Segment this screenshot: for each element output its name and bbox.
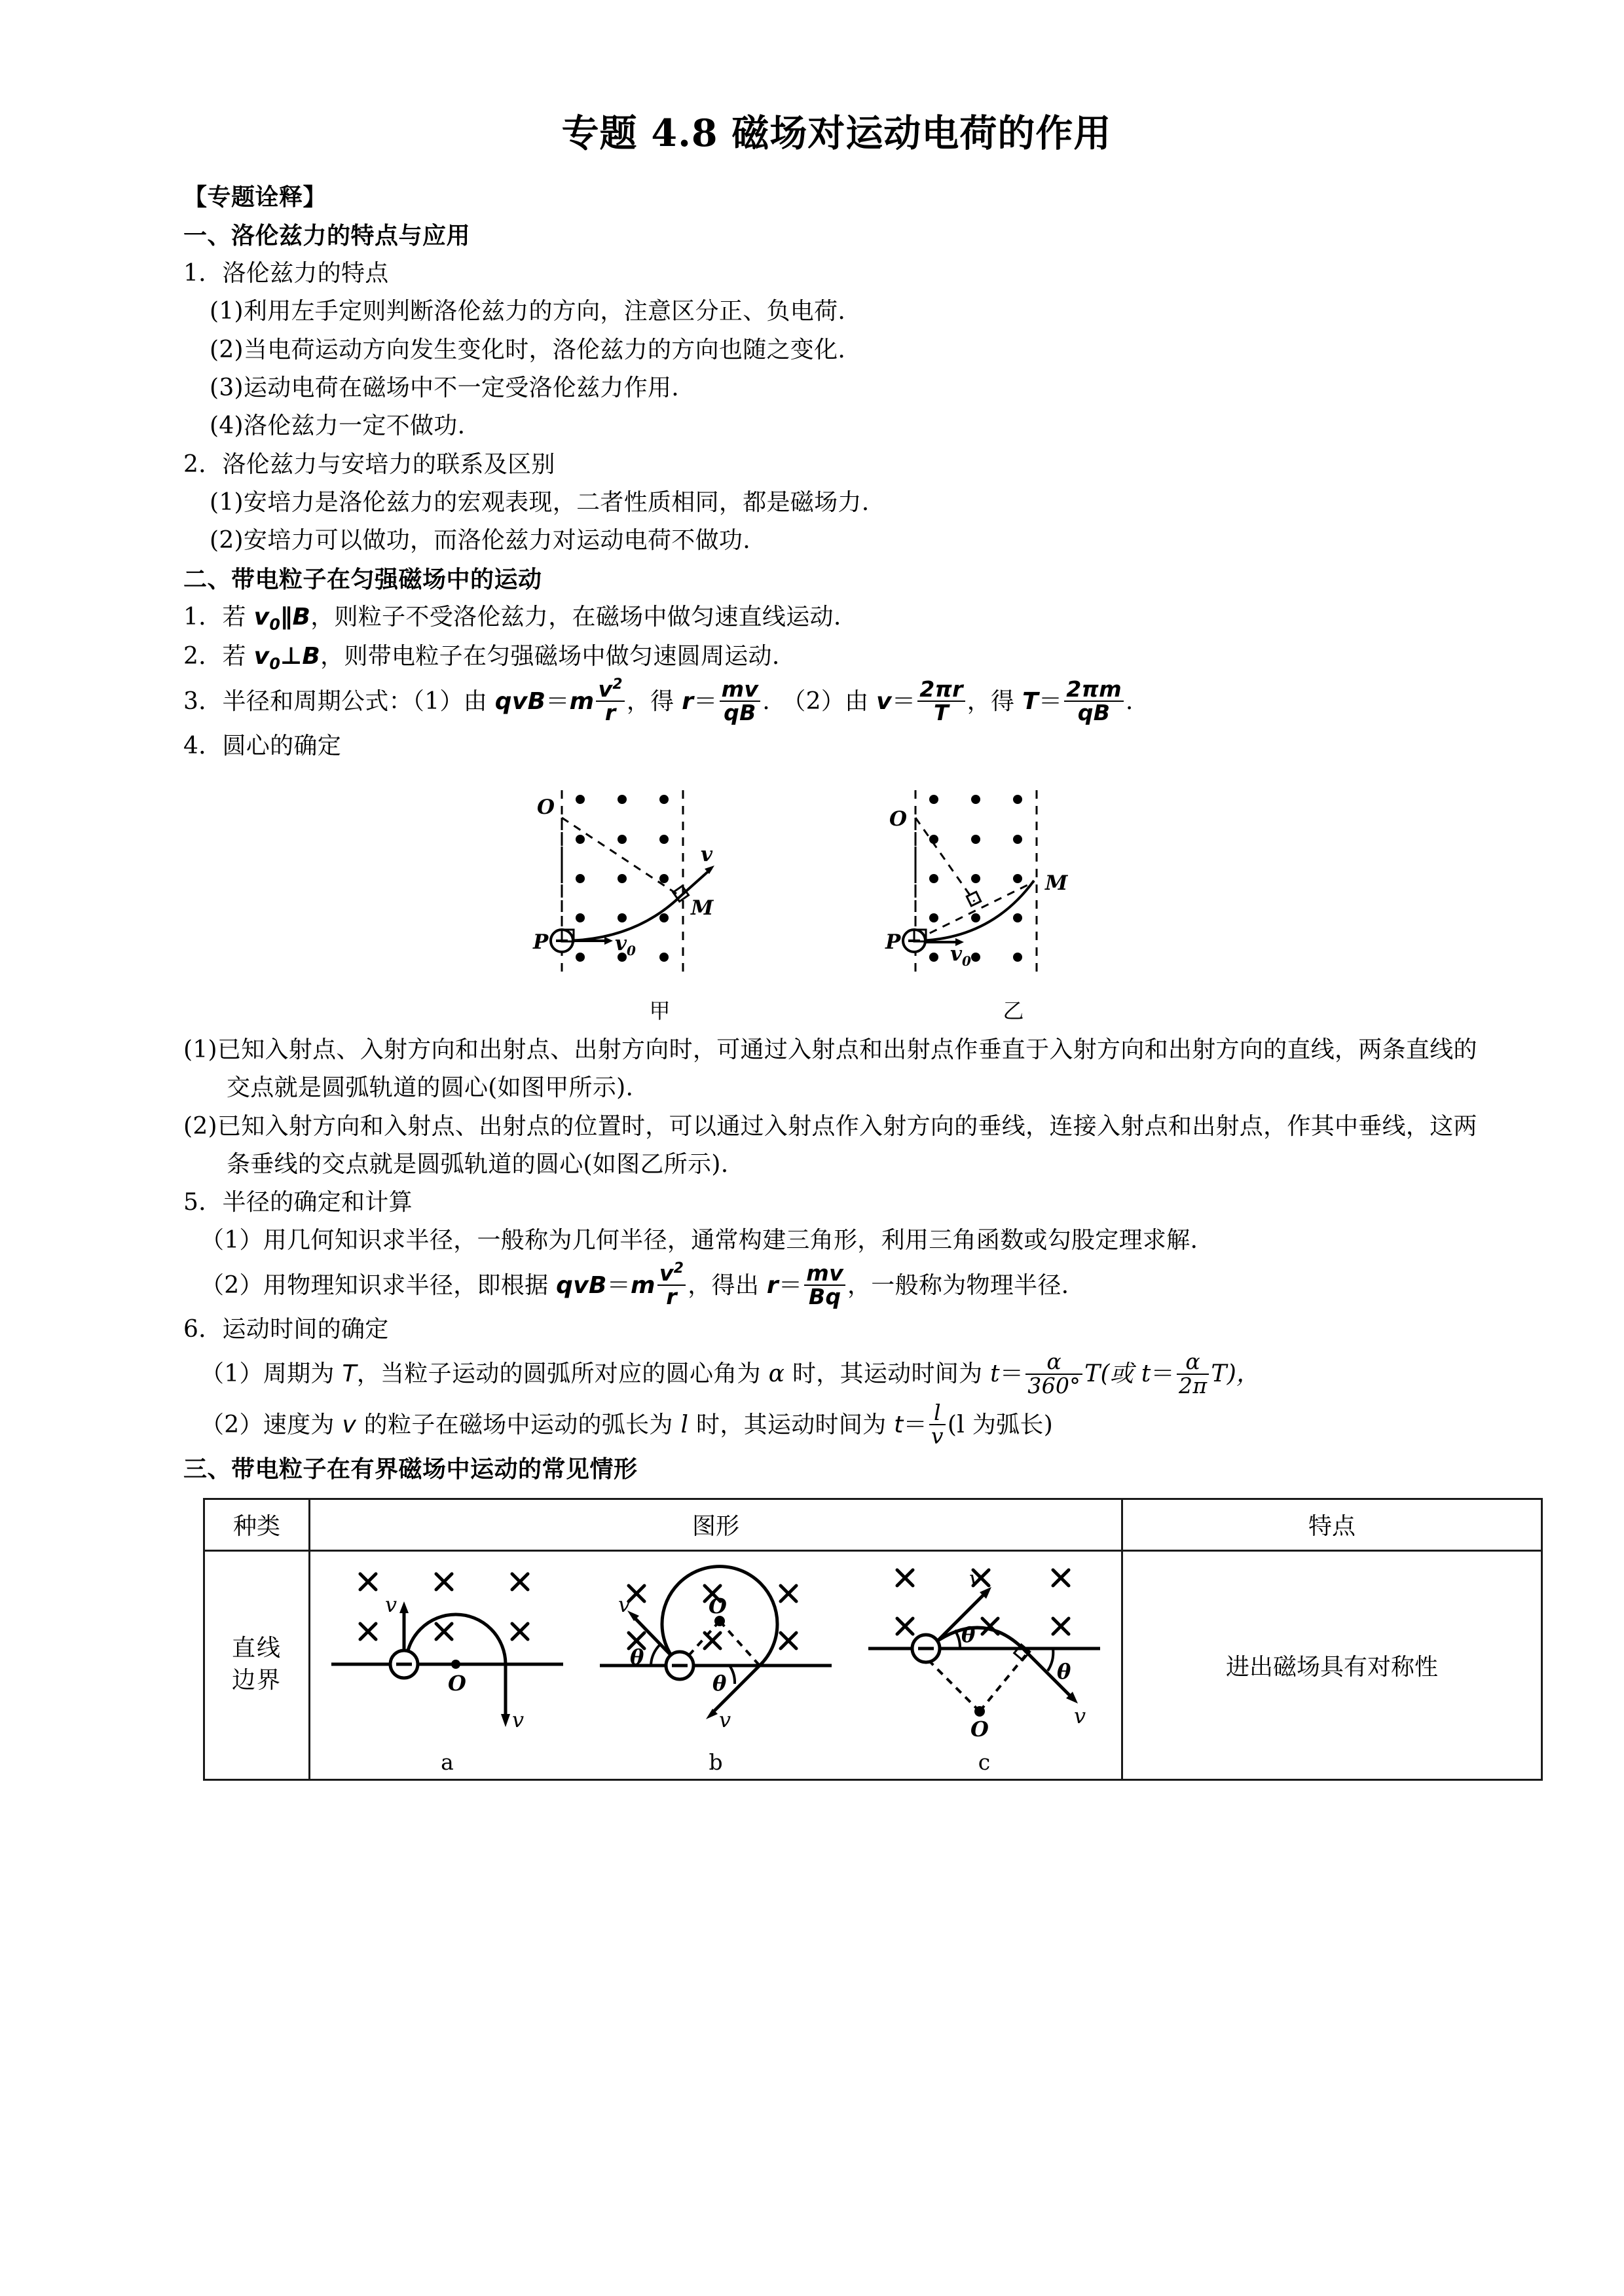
fraction-denominator: 360°: [1025, 1374, 1082, 1397]
figure-yi-caption: 乙: [1003, 998, 1024, 1023]
fraction-denominator: r: [596, 701, 624, 724]
figure-yi-svg: [876, 777, 1151, 993]
fraction-numerator: l: [933, 1399, 941, 1425]
figure-note-1: (1)已知入射点、入射方向和出射点、出射方向时，可通过入射点和出射点作垂直于入射方向和出射方向的直线，两条直线的交点就是圆弧轨道的圆心(如图甲所示).: [183, 1036, 1477, 1102]
section-2-item-6-point-2: [183, 1400, 1490, 1450]
cross-mark: [1053, 1618, 1069, 1634]
list-item: (4)洛伦兹力一定不做功.: [210, 412, 466, 440]
symbol-v0: v: [253, 642, 270, 670]
subfigure-b-label-v-in: v: [618, 1592, 631, 1617]
text: T)，: [1211, 1360, 1261, 1388]
figure-jia-svg: [523, 777, 798, 993]
figure-yi-label-O: O: [889, 807, 907, 831]
fraction-denominator: 2π: [1177, 1374, 1209, 1397]
fraction-mv-over-qB: [720, 678, 761, 725]
cross-mark: [436, 1574, 452, 1590]
table-header-figure: 图形: [310, 1499, 1122, 1550]
equals: ＝: [778, 1271, 803, 1299]
subfigure-b-label-theta-in: θ: [630, 1644, 644, 1669]
subfigure-c-label-theta-out: θ: [1057, 1658, 1071, 1684]
text: 1．若: [183, 603, 254, 630]
symbol-t: t: [990, 1360, 1000, 1388]
text: 2．若: [183, 642, 254, 670]
subfigure-a-svg: [326, 1556, 568, 1752]
page-title: 专题 4.8 磁场对运动电荷的作用: [561, 111, 1112, 155]
text: 3．半径和周期公式：（1）由: [183, 688, 495, 716]
cross-mark: [629, 1586, 644, 1601]
fraction-numerator: $v^2$: [598, 676, 623, 702]
section-3-heading: 三、带电粒子在有界磁场中运动的常见情形: [183, 1455, 638, 1484]
fraction-numerator: α: [1046, 1349, 1062, 1375]
symbol-m: m: [569, 688, 595, 716]
subfigure-b-svg: [595, 1556, 837, 1752]
fraction-denominator: T: [917, 701, 965, 724]
cross-mark: [781, 1633, 796, 1649]
fraction-numerator: $v^2$: [659, 1260, 684, 1286]
symbol-v: v: [876, 688, 892, 716]
figure-row-jia-yi: [183, 777, 1490, 1025]
subfigure-c: [863, 1556, 1105, 1775]
subfigure-c-svg: [863, 1556, 1105, 1752]
fraction-numerator: mv: [721, 676, 759, 702]
text: ，则粒子不受洛伦兹力，在磁场中做匀速直线运动.: [310, 603, 841, 630]
formula-qvB: qvB: [494, 688, 546, 716]
operator-perpendicular: ⊥: [280, 642, 303, 670]
subfigure-a-label-v-out: v: [512, 1707, 525, 1732]
table-row: [204, 1550, 1542, 1779]
section-2-item-3-formulas: [183, 676, 1490, 727]
section-2-item-5-point-2: [183, 1260, 1490, 1311]
fraction-v2-over-r: [596, 678, 624, 725]
text: ，得: [967, 688, 1023, 716]
text: .: [1125, 688, 1134, 716]
symbol-m: m: [631, 1271, 655, 1299]
text: ，一般称为物理半径.: [847, 1271, 1069, 1299]
text: （2）用物理知识求半径，即根据: [200, 1271, 557, 1299]
fraction-denominator: Bq: [804, 1285, 845, 1308]
fraction-alpha-over-360: [1025, 1351, 1082, 1397]
text: ，当粒子运动的圆弧所对应的圆心角为: [356, 1360, 769, 1388]
list-item: (2)安培力可以做功，而洛伦兹力对运动电荷不做功.: [210, 527, 750, 555]
fraction-numerator: mv: [806, 1260, 843, 1286]
section-2-heading: 二、带电粒子在匀强磁场中的运动: [183, 565, 542, 593]
fraction-denominator: qB: [1064, 701, 1124, 724]
figure-jia-label-v0: $v_0$: [614, 931, 636, 958]
subfigure-c-label-theta-in: θ: [961, 1622, 976, 1647]
symbol-v0-subscript: 0: [269, 615, 281, 634]
list-item: (2)当电荷运动方向发生变化时，洛伦兹力的方向也随之变化.: [210, 336, 846, 363]
cross-mark: [360, 1624, 376, 1639]
cross-mark: [512, 1624, 528, 1639]
text: （2）速度为: [200, 1411, 342, 1438]
equals: ＝: [1038, 688, 1063, 716]
kind-line-2: 边界: [231, 1667, 282, 1694]
fraction-denominator: v: [929, 1424, 946, 1448]
symbol-B: B: [292, 603, 311, 630]
symbol-v0: v: [253, 603, 270, 630]
table-header-row: [204, 1499, 1542, 1550]
text: ，得出: [688, 1271, 767, 1299]
fraction-mv-over-Bq: [804, 1262, 845, 1309]
figure-jia-label-P: P: [532, 930, 548, 954]
text: T(或: [1084, 1360, 1141, 1388]
figure-jia: [523, 777, 798, 1025]
subfigure-b-label: b: [709, 1749, 723, 1775]
text: （1）周期为: [200, 1360, 342, 1388]
kind-line-1: 直线: [231, 1635, 282, 1662]
subfigure-b-label-v-out: v: [719, 1707, 731, 1732]
figure-jia-label-v: v: [700, 842, 712, 866]
cross-mark: [360, 1574, 376, 1590]
section-2-item-6-point-1: [183, 1349, 1490, 1399]
text: . （2）由: [762, 688, 877, 716]
table-header-feature: 特点: [1122, 1499, 1542, 1550]
list-item: (1)利用左手定则判断洛伦兹力的方向，注意区分正、负电荷.: [210, 298, 846, 325]
figure-jia-caption: 甲: [649, 998, 671, 1023]
equals: ＝: [693, 688, 718, 716]
section-2-item-5-heading: 5．半径的确定和计算: [183, 1189, 413, 1216]
equals: ＝: [903, 1411, 927, 1438]
symbol-r: r: [766, 1271, 779, 1299]
subfigure-b-label-theta-out: θ: [712, 1670, 727, 1696]
section-1-item-1-heading: 1．洛伦兹力的特点: [183, 260, 389, 287]
table-header-kind: 种类: [204, 1499, 310, 1550]
list-item: (3)运动电荷在磁场中不一定受洛伦兹力作用.: [210, 374, 680, 401]
subfigure-c-label-v-in: v: [969, 1565, 982, 1591]
symbol-T: T: [1022, 688, 1039, 716]
section-2-item-4-heading: 4．圆心的确定: [183, 732, 342, 759]
table-cell-figures: [310, 1550, 1122, 1779]
figure-yi-label-M: M: [1044, 871, 1067, 895]
subfigure-b: [595, 1556, 837, 1775]
text: 的粒子在磁场中运动的弧长为: [356, 1411, 681, 1438]
symbol-r: r: [682, 688, 694, 716]
equals: ＝: [545, 688, 570, 716]
section-1-heading: 一、洛伦兹力的特点与应用: [183, 221, 471, 249]
text: ，得: [626, 688, 682, 716]
symbol-B: B: [302, 642, 321, 670]
table-cell-kind: [204, 1550, 310, 1779]
text: (l 为弧长): [947, 1411, 1054, 1438]
fraction-numerator: α: [1185, 1349, 1200, 1375]
section-1-item-2-heading: 2．洛伦兹力与安培力的联系及区别: [183, 450, 555, 478]
cross-mark: [436, 1624, 452, 1639]
figure-yi-label-P: P: [885, 930, 900, 954]
section-2-item-5-point-1: （1）用几何知识求半径，一般称为几何半径，通常构建三角形，利用三角函数或勾股定理求解.: [200, 1227, 1198, 1254]
fraction-v2-over-r: [657, 1262, 686, 1309]
cross-mark: [897, 1570, 913, 1586]
section-2-item-2: [183, 638, 1490, 677]
equals: ＝: [606, 1271, 631, 1299]
list-item: (1)安培力是洛伦兹力的宏观表现，二者性质相同，都是磁场力.: [210, 488, 870, 516]
cross-mark: [512, 1574, 528, 1590]
symbol-l: l: [680, 1411, 689, 1438]
fraction-l-over-v: [929, 1399, 946, 1449]
subfigure-c-label-O: O: [970, 1716, 989, 1741]
fraction-numerator: 2πm: [1066, 676, 1122, 702]
text: 时，其运动时间为: [688, 1411, 895, 1438]
equals: ＝: [891, 688, 916, 716]
common-cases-table: [203, 1498, 1543, 1781]
text: ，则带电粒子在匀强磁场中做匀速圆周运动.: [320, 642, 780, 670]
symbol-alpha: α: [768, 1360, 785, 1388]
symbol-t: t: [1141, 1360, 1151, 1388]
figure-jia-label-O: O: [536, 795, 555, 819]
section-2-item-1: [183, 598, 1490, 638]
symbol-T: T: [342, 1360, 357, 1388]
subfigure-c-label: c: [978, 1749, 991, 1775]
section-2-item-6-heading: 6．运动时间的确定: [183, 1316, 389, 1343]
formula-qvB: qvB: [556, 1271, 607, 1299]
table-cell-feature: 进出磁场具有对称性: [1122, 1550, 1542, 1779]
fraction-2pir-over-T: [917, 678, 965, 725]
operator-parallel: ∥: [280, 603, 293, 630]
symbol-v0-subscript: 0: [269, 654, 281, 673]
figure-yi: [876, 777, 1151, 1025]
table-wrapper: [183, 1498, 1490, 1781]
fraction-2pim-over-qB: [1064, 678, 1124, 725]
figure-yi-label-v0: $v_0$: [950, 941, 971, 969]
symbol-t: t: [894, 1411, 904, 1438]
bracket-heading: 【专题诠释】: [183, 183, 327, 211]
subfigure-b-label-O: O: [709, 1593, 727, 1618]
subfigure-a-label: a: [441, 1749, 454, 1775]
subfigure-row: [313, 1556, 1118, 1775]
fraction-alpha-over-2pi: [1177, 1351, 1209, 1397]
figure-note-2: (2)已知入射方向和入射点、出射点的位置时，可以通过入射点作入射方向的垂线，连接入射点和出射点，作其中垂线，这两条垂线的交点就是圆弧轨道的圆心(如图乙所示).: [183, 1112, 1477, 1178]
cross-mark: [1053, 1570, 1069, 1586]
subfigure-c-label-v-out: v: [1074, 1703, 1086, 1728]
text: 时，其运动时间为: [784, 1360, 991, 1388]
fraction-denominator: qB: [720, 701, 761, 724]
fraction-denominator: r: [657, 1285, 686, 1308]
subfigure-a-label-O: O: [448, 1670, 466, 1696]
symbol-v: v: [342, 1411, 357, 1438]
cross-mark: [897, 1618, 913, 1634]
subfigure-a: [326, 1556, 568, 1775]
figure-jia-label-M: M: [690, 896, 713, 920]
equals: ＝: [1151, 1360, 1175, 1388]
fraction-numerator: 2πr: [919, 676, 963, 702]
equals: ＝: [999, 1360, 1024, 1388]
subfigure-a-label-v-in: v: [385, 1592, 397, 1617]
cross-mark: [781, 1586, 796, 1601]
